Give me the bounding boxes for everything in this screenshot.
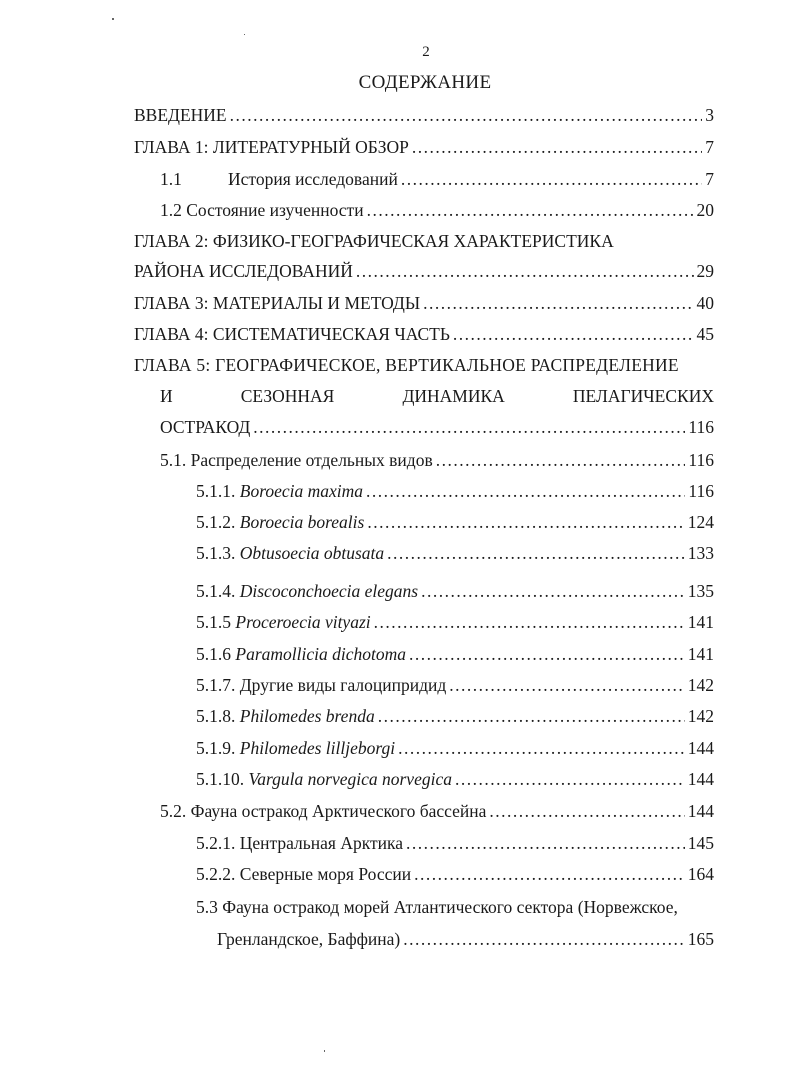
toc-entry-label: ГЛАВА 1: ЛИТЕРАТУРНЫЙ ОБЗОР xyxy=(134,137,409,157)
dot-leader xyxy=(367,198,694,222)
toc-entry-label xyxy=(196,479,363,503)
toc-entry-chapter-2-line1[interactable]: ГЛАВА 2: ФИЗИКО-ГЕОГРАФИЧЕСКАЯ ХАРАКТЕРИСТИКА xyxy=(134,231,614,251)
toc-entry-label: 1.2 Состояние изученности xyxy=(160,200,364,220)
dot-leader xyxy=(403,927,685,951)
dot-leader xyxy=(406,831,685,855)
section-number: 5.1.1. xyxy=(196,481,236,501)
species-name: Philomedes brenda xyxy=(239,706,375,726)
species-name: Vargula norvegica norvegica xyxy=(248,769,452,789)
toc-page-number: 116 xyxy=(688,417,714,437)
section-number: 5.1.8. xyxy=(196,706,236,726)
toc-page-number: 20 xyxy=(696,200,714,220)
justified-word: СЕЗОННАЯ xyxy=(240,386,335,406)
toc-entry-1-1[interactable] xyxy=(160,167,714,191)
justified-word: ДИНАМИКА xyxy=(402,386,505,406)
dot-leader xyxy=(356,259,694,283)
toc-entry-label: ГЛАВА 3: МАТЕРИАЛЫ И МЕТОДЫ xyxy=(134,293,421,313)
section-number: 1.1 xyxy=(160,169,182,189)
toc-entry-label xyxy=(196,736,395,760)
dot-leader xyxy=(453,322,694,346)
toc-entry-chapter-4[interactable] xyxy=(134,322,714,346)
toc-entry-label xyxy=(196,579,418,603)
toc-entry-chapter-5[interactable] xyxy=(160,415,714,439)
species-name: Paramollicia dichotoma xyxy=(235,644,406,664)
dot-leader xyxy=(367,510,684,534)
toc-entry-chapter-5-line1[interactable]: ГЛАВА 5: ГЕОГРАФИЧЕСКОЕ, ВЕРТИКАЛЬНОЕ РАСПРЕДЕЛЕНИЕ xyxy=(134,355,679,375)
toc-entry-label xyxy=(196,510,364,534)
toc-page-number: 40 xyxy=(696,293,714,313)
toc-entry-5-1-3[interactable] xyxy=(196,541,714,565)
dot-leader xyxy=(409,642,685,666)
toc-entry-label: РАЙОНА ИССЛЕДОВАНИЙ xyxy=(134,261,353,281)
toc-page-number: 145 xyxy=(687,833,714,853)
toc-entry-chapter-3[interactable] xyxy=(134,291,714,315)
toc-entry-label xyxy=(196,541,384,565)
dot-leader xyxy=(414,862,685,886)
toc-entry-chapter-1[interactable] xyxy=(134,135,714,159)
dot-leader xyxy=(423,291,693,315)
toc-page-number: 144 xyxy=(687,738,714,758)
toc-title: СОДЕРЖАНИЕ xyxy=(358,72,492,93)
section-number: 5.1.10. xyxy=(196,769,245,789)
species-name: Proceroecia vityazi xyxy=(235,612,371,632)
species-name: Boroecia maxima xyxy=(239,481,364,501)
toc-page-number: 141 xyxy=(687,612,714,632)
dot-leader xyxy=(366,479,685,503)
toc-entry-5-1-9[interactable] xyxy=(196,736,714,760)
dot-leader xyxy=(449,673,684,697)
toc-entry-5-1-5[interactable] xyxy=(196,610,714,634)
section-number: 5.1.6 xyxy=(196,644,231,664)
dot-leader xyxy=(436,448,686,472)
species-name: Philomedes lilljeborgi xyxy=(239,738,396,758)
species-name: Obtusoecia obtusata xyxy=(239,543,385,563)
toc-entry-5-3[interactable] xyxy=(217,927,714,951)
toc-entry-label: 5.2.2. Северные моря России xyxy=(196,864,412,884)
toc-page-number: 116 xyxy=(688,481,714,501)
toc-page-number: 142 xyxy=(687,706,714,726)
toc-page-number: 45 xyxy=(696,324,714,344)
page-number: 2 xyxy=(422,44,430,60)
justified-word: ПЕЛАГИЧЕСКИХ xyxy=(572,386,714,406)
toc-entry-5-1[interactable] xyxy=(160,448,714,472)
species-name: Discoconchoecia elegans xyxy=(239,581,419,601)
toc-entry-5-1-7[interactable] xyxy=(196,673,714,697)
justified-word: И xyxy=(160,386,173,406)
toc-entry-label xyxy=(196,642,406,666)
dot-leader xyxy=(230,103,703,127)
toc-entry-1-2[interactable] xyxy=(160,198,714,222)
dot-leader xyxy=(387,541,685,565)
dot-leader xyxy=(253,415,685,439)
toc-entry-label xyxy=(196,767,452,791)
toc-entry-label xyxy=(196,704,375,728)
toc-page-number: 7 xyxy=(705,137,714,157)
toc-page-number: 141 xyxy=(687,644,714,664)
toc-entry-label: 5.2. Фауна остракод Арктического бассейна xyxy=(160,801,487,821)
toc-entry-5-1-8[interactable] xyxy=(196,704,714,728)
toc-entry-5-1-6[interactable] xyxy=(196,642,714,666)
toc-page-number: 124 xyxy=(687,512,714,532)
dot-leader xyxy=(401,167,702,191)
toc-page-number: 3 xyxy=(705,105,714,125)
section-number: 5.1.3. xyxy=(196,543,236,563)
section-number: 5.1.5 xyxy=(196,612,231,632)
toc-entry-5-1-2[interactable] xyxy=(196,510,714,534)
toc-entry-5-2-1[interactable] xyxy=(196,831,714,855)
toc-entry-chapter-2[interactable] xyxy=(134,259,714,283)
toc-entry-5-1-4[interactable] xyxy=(196,579,714,603)
dot-leader xyxy=(412,135,702,159)
toc-page-number: 133 xyxy=(687,543,714,563)
toc-entry-label: 5.1.7. Другие виды галоципридид xyxy=(196,675,447,695)
toc-entry-label: ГЛАВА 4: СИСТЕМАТИЧЕСКАЯ ЧАСТЬ xyxy=(134,324,450,344)
toc-entry-5-1-1[interactable] xyxy=(196,479,714,503)
toc-entry-intro[interactable] xyxy=(134,103,714,127)
toc-entry-label xyxy=(160,167,398,191)
dot-leader xyxy=(455,767,685,791)
dot-leader xyxy=(374,610,685,634)
toc-entry-label: 5.2.1. Центральная Арктика xyxy=(196,833,404,853)
dot-leader xyxy=(421,579,685,603)
species-name: Boroecia borealis xyxy=(239,512,365,532)
section-title: История исследований xyxy=(228,169,398,189)
toc-page-number: 164 xyxy=(687,864,714,884)
toc-page-number: 116 xyxy=(688,450,714,470)
toc-page-number: 144 xyxy=(687,769,714,789)
section-number: 5.1.2. xyxy=(196,512,236,532)
section-number: 5.1.4. xyxy=(196,581,236,601)
toc-page-number: 144 xyxy=(687,801,714,821)
toc-page-number: 165 xyxy=(687,929,714,949)
toc-entry-chapter-5-line2[interactable] xyxy=(160,384,714,408)
toc-entry-label: ОСТРАКОД xyxy=(160,417,251,437)
toc-page-number: 135 xyxy=(687,581,714,601)
toc-page-number: 142 xyxy=(687,675,714,695)
toc-entry-5-1-10[interactable] xyxy=(196,767,714,791)
toc-entry-5-3-line1[interactable]: 5.3 Фауна остракод морей Атлантического сектора (Норвежское, xyxy=(196,897,678,917)
dot-leader xyxy=(398,736,685,760)
toc-entry-label: 5.1. Распределение отдельных видов xyxy=(160,450,433,470)
toc-entry-label xyxy=(196,610,371,634)
toc-page-number: 29 xyxy=(696,261,714,281)
toc-entry-5-2[interactable] xyxy=(160,799,714,823)
section-number: 5.1.9. xyxy=(196,738,236,758)
toc-entry-5-2-2[interactable] xyxy=(196,862,714,886)
toc-entry-label: ВВЕДЕНИЕ xyxy=(134,105,227,125)
toc-page-number: 7 xyxy=(705,169,714,189)
toc-entry-label: Гренландское, Баффина) xyxy=(217,929,401,949)
dot-leader xyxy=(378,704,685,728)
dot-leader xyxy=(489,799,684,823)
